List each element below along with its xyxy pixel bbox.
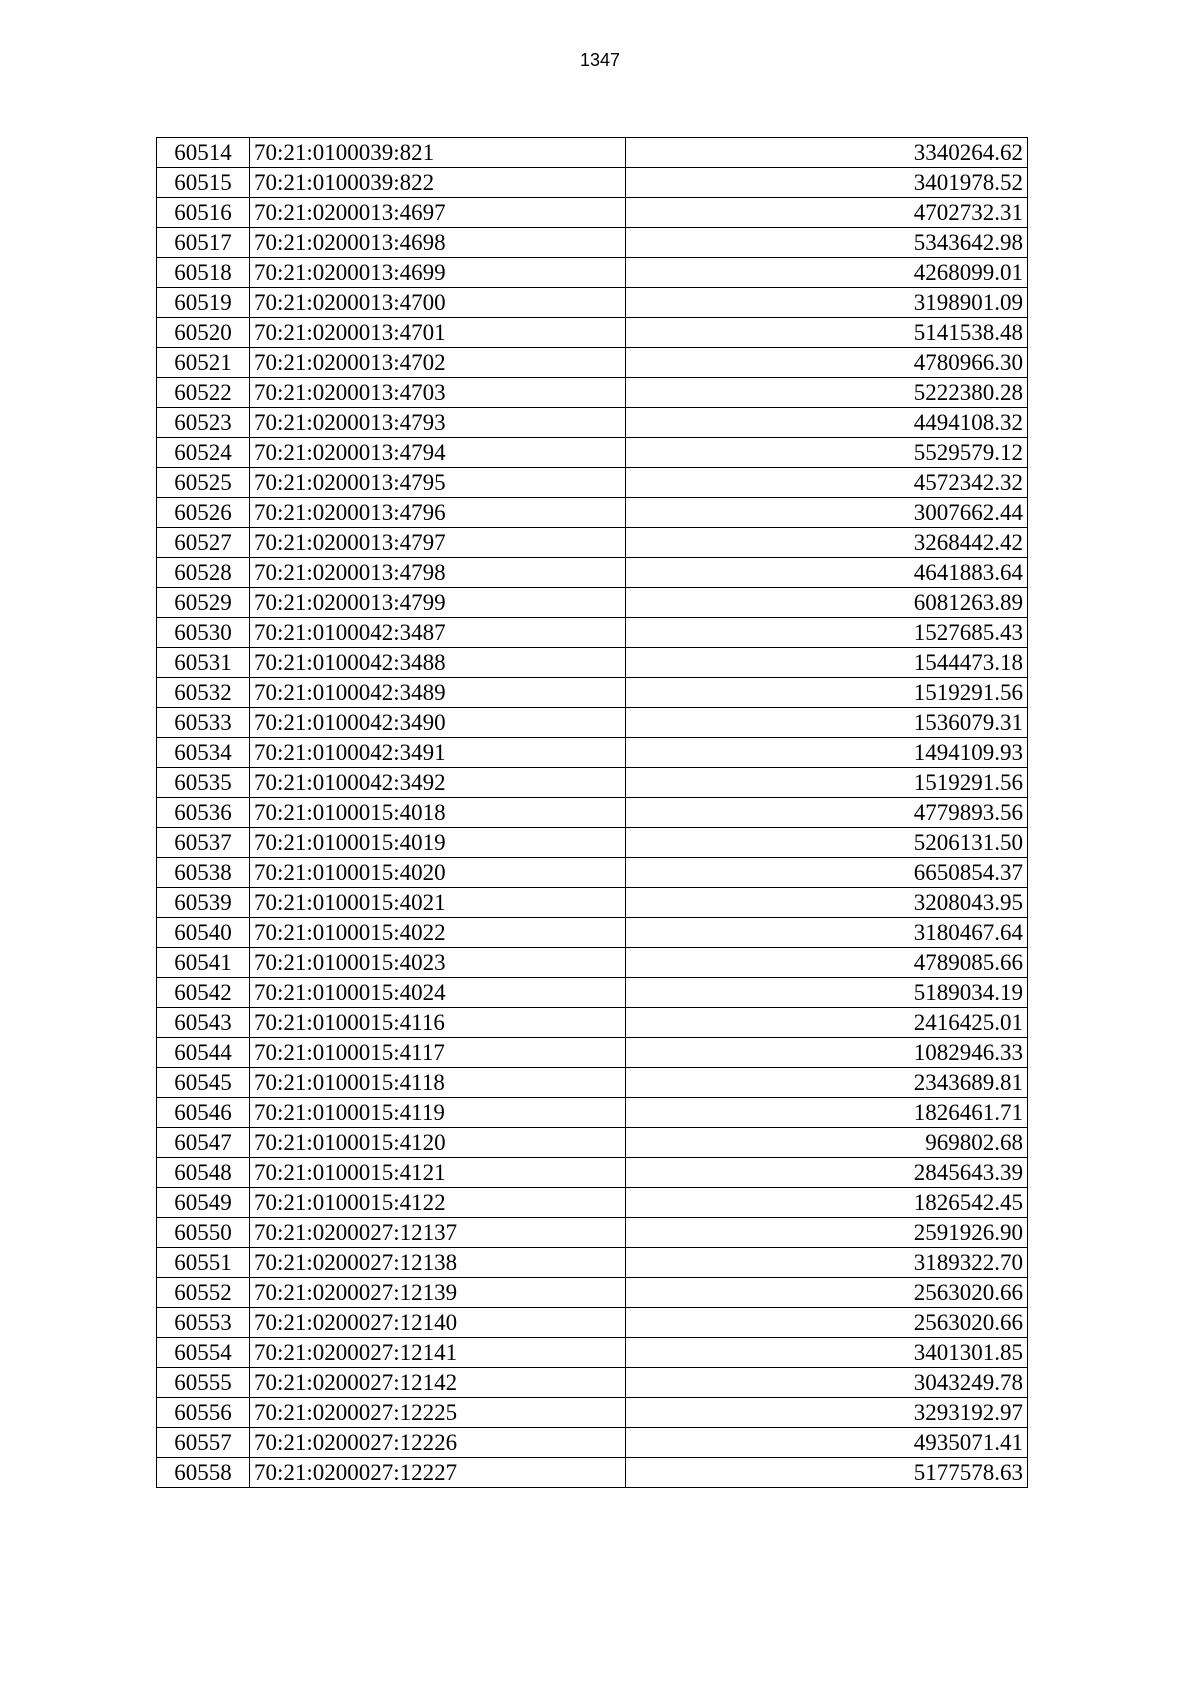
table-row xyxy=(157,798,1028,828)
cadastral-value-cell: 3293192.97 xyxy=(626,1398,1028,1428)
cadastral-value-cell: 4935071.41 xyxy=(626,1428,1028,1458)
cadastral-value-cell: 2563020.66 xyxy=(626,1278,1028,1308)
table-row xyxy=(157,888,1028,918)
table-row xyxy=(157,768,1028,798)
cadastral-value-cell: 1494109.93 xyxy=(626,738,1028,768)
table-row xyxy=(157,1368,1028,1398)
cadastral-value-cell: 5343642.98 xyxy=(626,228,1028,258)
cadastral-number-cell: 70:21:0200013:4702 xyxy=(250,348,626,378)
table-row xyxy=(157,408,1028,438)
row-number-cell: 60526 xyxy=(157,498,250,528)
cadastral-value-cell: 3340264.62 xyxy=(626,138,1028,168)
cadastral-number-cell: 70:21:0100015:4118 xyxy=(250,1068,626,1098)
cadastral-number-cell: 70:21:0100015:4023 xyxy=(250,948,626,978)
cadastral-value-cell: 3189322.70 xyxy=(626,1248,1028,1278)
table-body xyxy=(157,138,1028,1488)
table-row xyxy=(157,828,1028,858)
table-row xyxy=(157,1008,1028,1038)
cadastral-value-cell: 6650854.37 xyxy=(626,858,1028,888)
row-number-cell: 60545 xyxy=(157,1068,250,1098)
cadastral-value-cell: 3208043.95 xyxy=(626,888,1028,918)
cadastral-number-cell: 70:21:0100039:822 xyxy=(250,168,626,198)
row-number-cell: 60546 xyxy=(157,1098,250,1128)
cadastral-number-cell: 70:21:0200013:4699 xyxy=(250,258,626,288)
table-row xyxy=(157,1248,1028,1278)
row-number-cell: 60535 xyxy=(157,768,250,798)
cadastral-number-cell: 70:21:0200027:12137 xyxy=(250,1218,626,1248)
cadastral-number-cell: 70:21:0100015:4022 xyxy=(250,918,626,948)
cadastral-value-cell: 1519291.56 xyxy=(626,768,1028,798)
table-row xyxy=(157,168,1028,198)
cadastral-value-cell: 1527685.43 xyxy=(626,618,1028,648)
table-row xyxy=(157,1218,1028,1248)
cadastral-number-cell: 70:21:0100042:3487 xyxy=(250,618,626,648)
cadastral-value-cell: 1536079.31 xyxy=(626,708,1028,738)
table-row xyxy=(157,438,1028,468)
table-row xyxy=(157,1128,1028,1158)
row-number-cell: 60532 xyxy=(157,678,250,708)
cadastral-number-cell: 70:21:0100015:4119 xyxy=(250,1098,626,1128)
row-number-cell: 60525 xyxy=(157,468,250,498)
cadastral-number-cell: 70:21:0100015:4019 xyxy=(250,828,626,858)
cadastral-number-cell: 70:21:0200027:12142 xyxy=(250,1368,626,1398)
cadastral-number-cell: 70:21:0200013:4698 xyxy=(250,228,626,258)
cadastral-number-cell: 70:21:0100015:4116 xyxy=(250,1008,626,1038)
cadastral-value-cell: 5141538.48 xyxy=(626,318,1028,348)
cadastral-number-cell: 70:21:0100042:3491 xyxy=(250,738,626,768)
cadastral-number-cell: 70:21:0200013:4799 xyxy=(250,588,626,618)
cadastral-value-cell: 1826542.45 xyxy=(626,1188,1028,1218)
row-number-cell: 60552 xyxy=(157,1278,250,1308)
cadastral-number-cell: 70:21:0200013:4798 xyxy=(250,558,626,588)
table-row xyxy=(157,528,1028,558)
cadastral-value-cell: 4268099.01 xyxy=(626,258,1028,288)
cadastral-value-cell: 3198901.09 xyxy=(626,288,1028,318)
cadastral-value-cell: 4641883.64 xyxy=(626,558,1028,588)
table-row xyxy=(157,558,1028,588)
row-number-cell: 60527 xyxy=(157,528,250,558)
cadastral-value-cell: 3007662.44 xyxy=(626,498,1028,528)
cadastral-value-cell: 1826461.71 xyxy=(626,1098,1028,1128)
cadastral-number-cell: 70:21:0200013:4793 xyxy=(250,408,626,438)
table-row xyxy=(157,918,1028,948)
cadastral-value-cell: 5206131.50 xyxy=(626,828,1028,858)
cadastral-number-cell: 70:21:0200027:12226 xyxy=(250,1428,626,1458)
table-row xyxy=(157,738,1028,768)
cadastral-number-cell: 70:21:0200027:12141 xyxy=(250,1338,626,1368)
row-number-cell: 60554 xyxy=(157,1338,250,1368)
cadastral-number-cell: 70:21:0100015:4020 xyxy=(250,858,626,888)
table-row xyxy=(157,318,1028,348)
cadastral-number-cell: 70:21:0200027:12138 xyxy=(250,1248,626,1278)
row-number-cell: 60539 xyxy=(157,888,250,918)
table-row xyxy=(157,1428,1028,1458)
cadastral-number-cell: 70:21:0100015:4018 xyxy=(250,798,626,828)
table-row xyxy=(157,1038,1028,1068)
cadastral-value-cell: 5529579.12 xyxy=(626,438,1028,468)
table-row xyxy=(157,1158,1028,1188)
row-number-cell: 60553 xyxy=(157,1308,250,1338)
cadastral-value-cell: 2343689.81 xyxy=(626,1068,1028,1098)
table-row xyxy=(157,708,1028,738)
cadastral-value-cell: 1082946.33 xyxy=(626,1038,1028,1068)
table-row xyxy=(157,648,1028,678)
cadastral-value-cell: 2563020.66 xyxy=(626,1308,1028,1338)
table-row xyxy=(157,498,1028,528)
row-number-cell: 60534 xyxy=(157,738,250,768)
cadastral-number-cell: 70:21:0200013:4703 xyxy=(250,378,626,408)
table-row xyxy=(157,228,1028,258)
table-row xyxy=(157,1278,1028,1308)
table-row xyxy=(157,1338,1028,1368)
cadastral-number-cell: 70:21:0200013:4700 xyxy=(250,288,626,318)
row-number-cell: 60521 xyxy=(157,348,250,378)
cadastral-value-cell: 4789085.66 xyxy=(626,948,1028,978)
cadastral-number-cell: 70:21:0100015:4121 xyxy=(250,1158,626,1188)
table-row xyxy=(157,1098,1028,1128)
cadastral-number-cell: 70:21:0200013:4797 xyxy=(250,528,626,558)
row-number-cell: 60537 xyxy=(157,828,250,858)
table-row xyxy=(157,678,1028,708)
cadastral-value-cell: 4494108.32 xyxy=(626,408,1028,438)
cadastral-value-table xyxy=(156,137,1028,1488)
row-number-cell: 60516 xyxy=(157,198,250,228)
cadastral-number-cell: 70:21:0100015:4117 xyxy=(250,1038,626,1068)
cadastral-value-cell: 5222380.28 xyxy=(626,378,1028,408)
table-row xyxy=(157,468,1028,498)
row-number-cell: 60538 xyxy=(157,858,250,888)
table-row xyxy=(157,258,1028,288)
table-row xyxy=(157,588,1028,618)
cadastral-value-cell: 969802.68 xyxy=(626,1128,1028,1158)
cadastral-value-cell: 1519291.56 xyxy=(626,678,1028,708)
cadastral-number-cell: 70:21:0200013:4697 xyxy=(250,198,626,228)
row-number-cell: 60558 xyxy=(157,1458,250,1488)
row-number-cell: 60522 xyxy=(157,378,250,408)
cadastral-value-cell: 2591926.90 xyxy=(626,1218,1028,1248)
cadastral-number-cell: 70:21:0200027:12227 xyxy=(250,1458,626,1488)
cadastral-number-cell: 70:21:0200013:4794 xyxy=(250,438,626,468)
row-number-cell: 60540 xyxy=(157,918,250,948)
cadastral-number-cell: 70:21:0100042:3490 xyxy=(250,708,626,738)
cadastral-number-cell: 70:21:0200027:12225 xyxy=(250,1398,626,1428)
table-row xyxy=(157,858,1028,888)
row-number-cell: 60551 xyxy=(157,1248,250,1278)
cadastral-number-cell: 70:21:0100015:4120 xyxy=(250,1128,626,1158)
table-row xyxy=(157,948,1028,978)
row-number-cell: 60515 xyxy=(157,168,250,198)
cadastral-value-cell: 4780966.30 xyxy=(626,348,1028,378)
cadastral-value-cell: 5177578.63 xyxy=(626,1458,1028,1488)
row-number-cell: 60529 xyxy=(157,588,250,618)
row-number-cell: 60531 xyxy=(157,648,250,678)
cadastral-value-cell: 3043249.78 xyxy=(626,1368,1028,1398)
table-row xyxy=(157,1188,1028,1218)
cadastral-number-cell: 70:21:0200013:4796 xyxy=(250,498,626,528)
cadastral-number-cell: 70:21:0100039:821 xyxy=(250,138,626,168)
cadastral-value-cell: 3401301.85 xyxy=(626,1338,1028,1368)
cadastral-value-cell: 6081263.89 xyxy=(626,588,1028,618)
cadastral-number-cell: 70:21:0200013:4701 xyxy=(250,318,626,348)
row-number-cell: 60548 xyxy=(157,1158,250,1188)
table-row xyxy=(157,378,1028,408)
row-number-cell: 60530 xyxy=(157,618,250,648)
row-number-cell: 60556 xyxy=(157,1398,250,1428)
cadastral-value-cell: 1544473.18 xyxy=(626,648,1028,678)
row-number-cell: 60536 xyxy=(157,798,250,828)
row-number-cell: 60541 xyxy=(157,948,250,978)
row-number-cell: 60544 xyxy=(157,1038,250,1068)
table-row xyxy=(157,1458,1028,1488)
cadastral-value-cell: 5189034.19 xyxy=(626,978,1028,1008)
row-number-cell: 60524 xyxy=(157,438,250,468)
table-row xyxy=(157,198,1028,228)
cadastral-value-cell: 4779893.56 xyxy=(626,798,1028,828)
cadastral-number-cell: 70:21:0100015:4122 xyxy=(250,1188,626,1218)
cadastral-number-cell: 70:21:0100015:4021 xyxy=(250,888,626,918)
row-number-cell: 60543 xyxy=(157,1008,250,1038)
cadastral-number-cell: 70:21:0100042:3492 xyxy=(250,768,626,798)
cadastral-number-cell: 70:21:0200027:12140 xyxy=(250,1308,626,1338)
cadastral-number-cell: 70:21:0200013:4795 xyxy=(250,468,626,498)
table-row xyxy=(157,1308,1028,1338)
cadastral-value-cell: 3401978.52 xyxy=(626,168,1028,198)
row-number-cell: 60547 xyxy=(157,1128,250,1158)
row-number-cell: 60555 xyxy=(157,1368,250,1398)
row-number-cell: 60518 xyxy=(157,258,250,288)
cadastral-number-cell: 70:21:0100042:3489 xyxy=(250,678,626,708)
table-row xyxy=(157,288,1028,318)
row-number-cell: 60557 xyxy=(157,1428,250,1458)
cadastral-value-cell: 2416425.01 xyxy=(626,1008,1028,1038)
row-number-cell: 60533 xyxy=(157,708,250,738)
cadastral-number-cell: 70:21:0100015:4024 xyxy=(250,978,626,1008)
row-number-cell: 60549 xyxy=(157,1188,250,1218)
table-row xyxy=(157,978,1028,1008)
table-row xyxy=(157,618,1028,648)
cadastral-value-cell: 3180467.64 xyxy=(626,918,1028,948)
row-number-cell: 60519 xyxy=(157,288,250,318)
row-number-cell: 60523 xyxy=(157,408,250,438)
row-number-cell: 60520 xyxy=(157,318,250,348)
page-number: 1347 xyxy=(579,50,621,70)
row-number-cell: 60542 xyxy=(157,978,250,1008)
row-number-cell: 60550 xyxy=(157,1218,250,1248)
cadastral-value-cell: 4572342.32 xyxy=(626,468,1028,498)
row-number-cell: 60517 xyxy=(157,228,250,258)
cadastral-value-cell: 4702732.31 xyxy=(626,198,1028,228)
cadastral-value-cell: 3268442.42 xyxy=(626,528,1028,558)
cadastral-value-cell: 2845643.39 xyxy=(626,1158,1028,1188)
cadastral-number-cell: 70:21:0100042:3488 xyxy=(250,648,626,678)
table-row xyxy=(157,138,1028,168)
row-number-cell: 60528 xyxy=(157,558,250,588)
cadastral-number-cell: 70:21:0200027:12139 xyxy=(250,1278,626,1308)
table-row xyxy=(157,1398,1028,1428)
table-row xyxy=(157,348,1028,378)
table-row xyxy=(157,1068,1028,1098)
row-number-cell: 60514 xyxy=(157,138,250,168)
